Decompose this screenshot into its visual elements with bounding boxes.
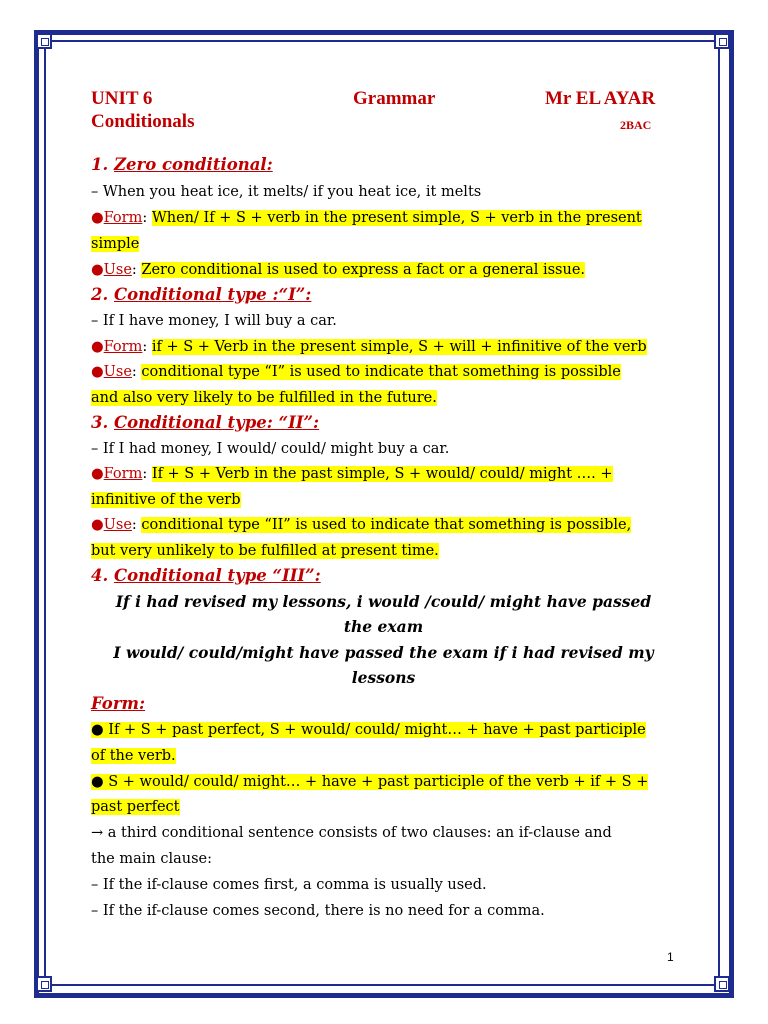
section-title-conditional-type-3: 4. Conditional type “III”: — [91, 566, 321, 585]
example-sentence: I would/ could/might have passed the exam if i had revised my — [113, 643, 654, 662]
subject-label: Grammar — [353, 88, 436, 109]
example-sentence: If i had revised my lessons, i would /could/ might have passed — [115, 592, 652, 611]
explanation-note: → a third conditional sentence consists of two clauses: an if-clause and — [91, 825, 612, 841]
form-rule: ● If + S + past perfect, S + would/ could/ might… + have + past participle — [91, 722, 646, 738]
example-sentence-continued: lessons — [351, 668, 416, 687]
use-rule: ●Use: conditional type “II” is used to indicate that something is possible, — [91, 517, 632, 533]
class-level: 2BAC — [620, 118, 652, 132]
document-header — [91, 88, 676, 132]
explanation-note-continued: the main clause: — [91, 851, 212, 867]
example-sentence: – If I had money, I would/ could/ might buy a car. — [91, 441, 450, 457]
example-sentence-continued: the exam — [343, 617, 424, 636]
border-corner-ornament — [714, 33, 730, 49]
border-corner-ornament — [714, 976, 730, 992]
unit-label: UNIT 6 — [91, 88, 153, 109]
explanation-note: – If the if-clause comes second, there is no need for a comma. — [91, 903, 545, 919]
form-rule: ●Form: If + S + Verb in the past simple, S + would/ could/ might …. + — [91, 466, 613, 482]
use-rule-continued: but very unlikely to be fulfilled at present time. — [91, 543, 439, 559]
form-rule: ● S + would/ could/ might… + have + past participle of the verb + if + S + — [91, 774, 649, 790]
topic-title: Conditionals — [91, 111, 195, 132]
border-corner-ornament — [36, 33, 52, 49]
form-rule-continued: infinitive of the verb — [91, 492, 241, 508]
form-heading: Form: — [91, 694, 146, 713]
section-title-conditional-type-1: 2. Conditional type :“I”: — [91, 285, 312, 304]
border-corner-ornament — [36, 976, 52, 992]
section-title-conditional-type-2: 3. Conditional type: “II”: — [91, 413, 320, 432]
teacher-name: Mr EL AYAR — [545, 88, 656, 109]
explanation-note: – If the if-clause comes first, a comma is usually used. — [91, 877, 487, 893]
form-rule: ●Form: if + S + Verb in the present simple, S + will + infinitive of the verb — [91, 339, 647, 355]
use-rule-continued: and also very likely to be fulfilled in the future. — [91, 390, 437, 406]
use-rule: ●Use: Zero conditional is used to express a fact or a general issue. — [91, 262, 586, 278]
example-sentence: – When you heat ice, it melts/ if you heat ice, it melts — [91, 184, 482, 200]
page-number: 1 — [667, 950, 674, 964]
form-rule-continued: simple — [91, 236, 140, 252]
use-rule: ●Use: conditional type “I” is used to indicate that something is possible — [91, 364, 621, 380]
form-rule-continued: of the verb. — [91, 748, 176, 764]
section-title-zero-conditional: 1. Zero conditional: — [91, 155, 273, 174]
example-sentence: – If I have money, I will buy a car. — [91, 313, 337, 329]
form-rule: ●Form: When/ If + S + verb in the present simple, S + verb in the present — [91, 210, 642, 226]
form-rule-continued: past perfect — [91, 799, 180, 815]
